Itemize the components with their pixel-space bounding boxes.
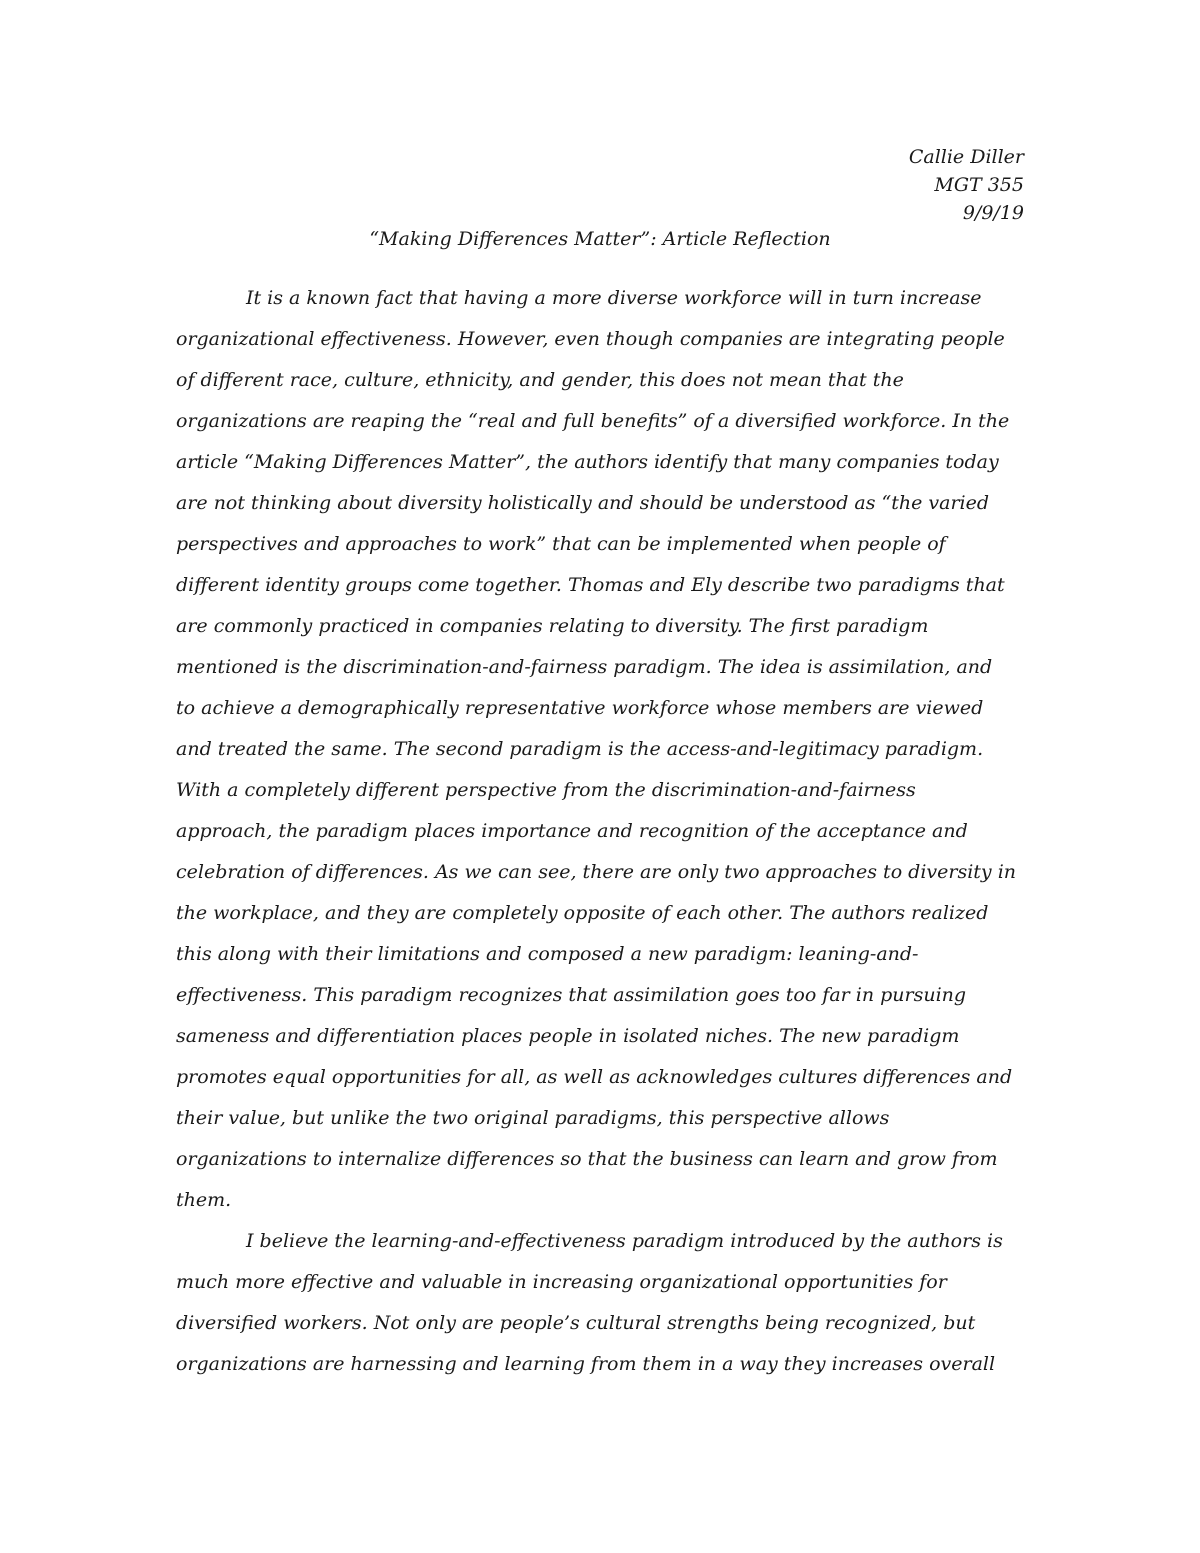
body-line: mentioned is the discrimination-and-fairness paradigm. The idea is assimilation, and [176, 656, 993, 678]
document-title: “Making Differences Matter”: Article Reflection [369, 228, 831, 250]
body-line: to achieve a demographically representative workforce whose members are viewed [176, 697, 984, 719]
body-line: different identity groups come together. Thomas and Ely describe two paradigms that [176, 574, 1005, 596]
body-line: I believe the learning-and-effectiveness paradigm introduced by the authors is [246, 1230, 1003, 1252]
body-line: It is a known fact that having a more diverse workforce will in turn increase [246, 287, 982, 309]
body-line: of different race, culture, ethnicity, and gender, this does not mean that the [176, 369, 904, 391]
body-line: organizational effectiveness. However, even though companies are integrating people [176, 328, 1005, 350]
body-line: promotes equal opportunities for all, as well as acknowledges cultures differences and [176, 1066, 1013, 1088]
body-line: this along with their limitations and composed a new paradigm: leaning-and- [176, 943, 919, 965]
body-line: organizations to internalize differences so that the business can learn and grow from [176, 1148, 998, 1170]
body-line: the workplace, and they are completely opposite of each other. The authors realized [176, 902, 989, 924]
body-line: are commonly practiced in companies relating to diversity. The first paradigm [176, 615, 929, 637]
body-line: article “Making Differences Matter”, the authors identify that many companies today [176, 451, 999, 473]
body-line: effectiveness. This paradigm recognizes that assimilation goes too far in pursuing [176, 984, 967, 1006]
body-line: With a completely different perspective from the discrimination-and-fairness [176, 779, 916, 801]
body-line: organizations are reaping the “real and full benefits” of a diversified workforce. In the [176, 410, 1010, 432]
document-body [176, 278, 1036, 1385]
header-block [909, 143, 1024, 227]
body-line: and treated the same. The second paradigm is the access-and-legitimacy paradigm. [176, 738, 984, 760]
body-line: organizations are harnessing and learning from them in a way they increases overall [176, 1353, 996, 1375]
body-line: celebration of differences. As we can see, there are only two approaches to diversity in [176, 861, 1017, 883]
body-line: approach, the paradigm places importance and recognition of the acceptance and [176, 820, 968, 842]
author-name: Callie Diller [908, 146, 1024, 168]
body-line: diversified workers. Not only are people’s cultural strengths being recognized, but [176, 1312, 976, 1334]
body-line: are not thinking about diversity holistically and should be understood as “the varied [176, 492, 990, 514]
body-line: their value, but unlike the two original paradigms, this perspective allows [176, 1107, 890, 1129]
body-line: perspectives and approaches to work” that can be implemented when people of [176, 533, 946, 555]
body-line: them. [176, 1189, 232, 1211]
document-date: 9/9/19 [962, 202, 1024, 224]
body-line: sameness and differentiation places people in isolated niches. The new paradigm [176, 1025, 960, 1047]
course-code: MGT 355 [934, 174, 1024, 196]
body-line: much more effective and valuable in increasing organizational opportunities for [176, 1271, 947, 1293]
